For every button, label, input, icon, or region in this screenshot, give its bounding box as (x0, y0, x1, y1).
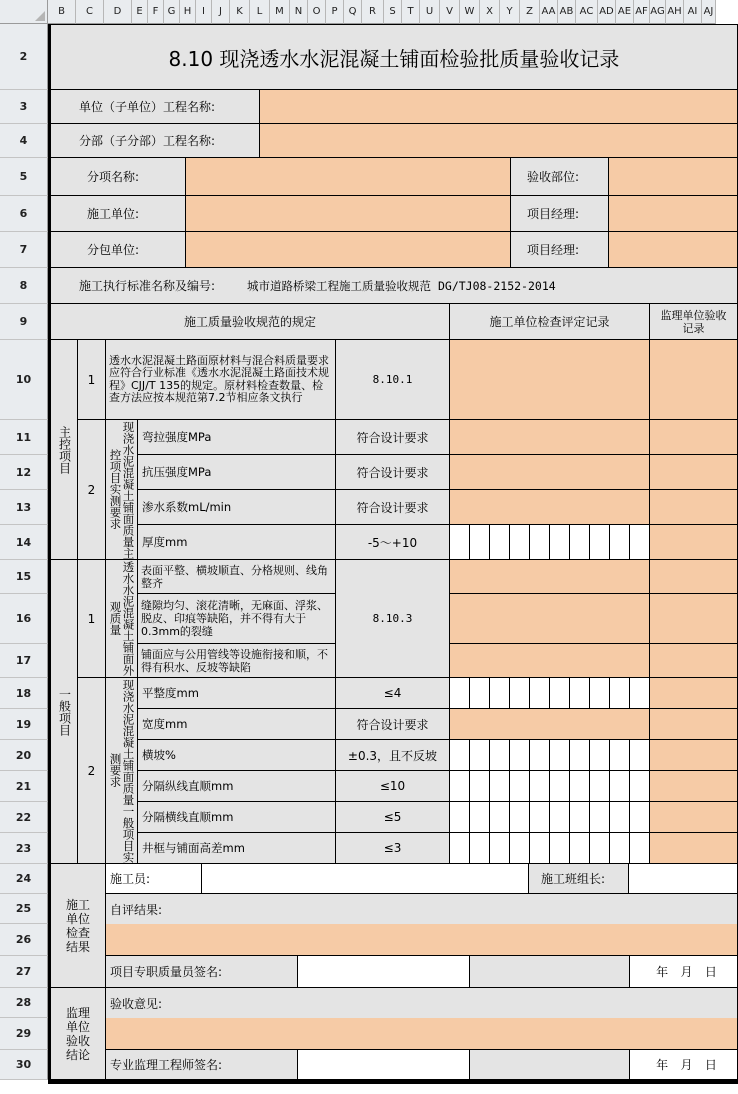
row-header-29[interactable]: 29 (0, 1018, 48, 1050)
column-header-e[interactable]: E (132, 0, 148, 24)
sub-division-label: 分部（子分部）工程名称: (48, 124, 260, 158)
main-row-2-name: 抗压强度MPa (138, 455, 336, 490)
general-row-3-measure-cell[interactable] (470, 740, 490, 771)
main-row-4-req: -5～+10 (336, 525, 450, 560)
general-row-4-measure-cell[interactable] (630, 771, 650, 802)
general-row-3-measure-cell[interactable] (450, 740, 470, 771)
sub-item-input[interactable] (186, 158, 511, 196)
main-item2-no: 2 (78, 420, 106, 560)
row-header-16[interactable]: 16 (0, 594, 48, 644)
column-header-i[interactable]: I (196, 0, 212, 24)
row-header-2[interactable]: 2 (0, 24, 48, 90)
general-group (48, 560, 78, 864)
column-header-aj[interactable]: AJ (702, 0, 716, 24)
general-row-1-measure-cell[interactable] (470, 678, 490, 709)
self-eval-input[interactable] (106, 924, 738, 956)
supervision-result-group (48, 988, 106, 1080)
general-row-3-name: 横坡% (138, 740, 336, 771)
main-row-3-check[interactable] (450, 490, 650, 525)
main-row-1-check[interactable] (450, 420, 650, 455)
column-header-u[interactable]: U (420, 0, 440, 24)
column-header-b[interactable]: B (48, 0, 76, 24)
general-row-1-name: 平整度mm (138, 678, 336, 709)
general-row-5-measure-cell[interactable] (470, 802, 490, 833)
main-control-group (48, 340, 78, 560)
main-row-4-measure-cell[interactable] (550, 525, 570, 560)
column-header-ah[interactable]: AH (666, 0, 684, 24)
column-header-v[interactable]: V (440, 0, 460, 24)
general-item1-row2-text: 缝隙均匀、滚花清晰，无麻面、浮浆、脱皮、印痕等缺陷，并不得有大于0.3mm的裂缝 (138, 594, 336, 644)
eng-day: 日 (704, 1058, 717, 1072)
accept-part-input[interactable] (609, 158, 738, 196)
general-row-4-measure-cell[interactable] (610, 771, 630, 802)
general-item1-label-cell (106, 560, 138, 678)
column-header-y[interactable]: Y (500, 0, 520, 24)
column-header-x[interactable]: X (480, 0, 500, 24)
general-row-6-req: ≤3 (336, 833, 450, 864)
main-row-1-name: 弯拉强度MPa (138, 420, 336, 455)
sub-division-input[interactable] (260, 124, 738, 158)
main-row-3-name: 渗水系数mL/min (138, 490, 336, 525)
qc-date[interactable] (630, 956, 738, 988)
general-row-3-measure-cell[interactable] (590, 740, 610, 771)
column-header-h[interactable]: H (180, 0, 196, 24)
general-row-2-name: 宽度mm (138, 709, 336, 740)
column-header-t[interactable]: T (402, 0, 420, 24)
main-row-4-measure-cell[interactable] (610, 525, 630, 560)
main-row-1-supervisor[interactable] (650, 420, 738, 455)
construction-result-label: 施工单位检查结果 (65, 897, 90, 954)
standard-label: 施工执行标准名称及编号: (79, 279, 216, 293)
general-row-4-req: ≤10 (336, 771, 450, 802)
engineer-sign-spacer (470, 1050, 630, 1080)
main-row-3-req: 符合设计要求 (336, 490, 450, 525)
main-row-4-measure-cell[interactable] (530, 525, 550, 560)
row-header-21[interactable]: 21 (0, 771, 48, 802)
opinion-label: 验收意见: (106, 988, 738, 1018)
select-all-triangle-icon (35, 11, 45, 21)
column-header-d[interactable]: D (104, 0, 132, 24)
row-header-25[interactable]: 25 (0, 894, 48, 924)
general-item1-row1-text: 表面平整、横坡顺直、分格规则、线角整齐 (138, 560, 336, 594)
standard-row (48, 268, 738, 304)
general-row-4-measure-cell[interactable] (550, 771, 570, 802)
row-header-10[interactable]: 10 (0, 340, 48, 420)
general-item2-no: 2 (78, 678, 106, 864)
general-row-5-measure-cell[interactable] (450, 802, 470, 833)
main-row-3-supervisor[interactable] (650, 490, 738, 525)
general-row-6-measure-cell[interactable] (590, 833, 610, 864)
general-row-6-measure-cell[interactable] (470, 833, 490, 864)
general-row-6-measure-cell[interactable] (510, 833, 530, 864)
team-leader-label: 施工班组长: (529, 864, 629, 894)
column-header-ag[interactable]: AG (650, 0, 666, 24)
general-row-1-measure-cell[interactable] (530, 678, 550, 709)
general-row-4-measure-cell[interactable] (590, 771, 610, 802)
main-row-2-check[interactable] (450, 455, 650, 490)
main-row-4-measure-cell[interactable] (470, 525, 490, 560)
main-item2-label-cell (106, 420, 138, 560)
row-header-14[interactable]: 14 (0, 525, 48, 560)
bottom-border (48, 1080, 738, 1084)
opinion-input[interactable] (106, 1018, 738, 1050)
pm-input[interactable] (609, 196, 738, 232)
column-header-f[interactable]: F (148, 0, 164, 24)
general-row-3-req: ±0.3，且不反坡 (336, 740, 450, 771)
general-row-1-measure-cell[interactable] (550, 678, 570, 709)
main-item1-check-input[interactable] (450, 340, 650, 420)
general-row-4-measure-cell[interactable] (470, 771, 490, 802)
column-header-n[interactable]: N (290, 0, 308, 24)
spec-header: 施工质量验收规范的规定 (48, 304, 450, 340)
general-item2-label: 现浇水泥混凝土铺面质量一般项目实测要求 (108, 678, 136, 863)
general-item1-row3-supervisor[interactable] (650, 644, 738, 678)
eng-year: 年 (656, 1058, 669, 1072)
row-header-23[interactable]: 23 (0, 833, 48, 864)
main-item1-text: 透水水泥混凝土路面原材料与混合料质量要求应符合行业标准《透水水泥混凝土路面技术规程》CJJ/T 135的规定。原材料检查数量、检查方法应按本规范第7.2节相应条文执行 (106, 340, 336, 420)
unit-project-label: 单位（子单位）工程名称: (48, 90, 260, 124)
qc-year: 年 (656, 965, 669, 979)
row-header-13[interactable]: 13 (0, 490, 48, 525)
row-header-7[interactable]: 7 (0, 232, 48, 268)
general-row-5-measure-cell[interactable] (630, 802, 650, 833)
worker-input[interactable] (202, 864, 529, 894)
column-header-q[interactable]: Q (344, 0, 362, 24)
general-item1-row3-text: 铺面应与公用管线等设施衔接和顺，不得有积水、反坡等缺陷 (138, 644, 336, 678)
column-header-j[interactable]: J (212, 0, 230, 24)
general-item1-row1-check[interactable] (450, 560, 650, 594)
general-row-6-supervisor[interactable] (650, 833, 738, 864)
general-row-6-measure-cell[interactable] (630, 833, 650, 864)
pm-input-2[interactable] (609, 232, 738, 268)
general-item1-clause: 8.10.3 (336, 560, 450, 678)
column-header-s[interactable]: S (384, 0, 402, 24)
constructor-input[interactable] (186, 196, 511, 232)
general-item2-label-cell (106, 678, 138, 864)
qc-day: 日 (704, 965, 717, 979)
pm-label-2: 项目经理: (511, 232, 609, 268)
general-item1-no: 1 (78, 560, 106, 678)
eng-month: 月 (680, 1058, 693, 1072)
general-row-1-measure-cell[interactable] (490, 678, 510, 709)
row-header-12[interactable]: 12 (0, 455, 48, 490)
column-header-ac[interactable]: AC (576, 0, 598, 24)
general-row-5-measure-cell[interactable] (610, 802, 630, 833)
row-header-18[interactable]: 18 (0, 678, 48, 709)
general-row-1-measure-cell[interactable] (570, 678, 590, 709)
accept-part-label: 验收部位: (511, 158, 609, 196)
general-item1-row1-supervisor[interactable] (650, 560, 738, 594)
column-header-w[interactable]: W (460, 0, 480, 24)
row-header-20[interactable]: 20 (0, 740, 48, 771)
column-header-ad[interactable]: AD (598, 0, 616, 24)
general-row-2-req: 符合设计要求 (336, 709, 450, 740)
general-row-6-measure-cell[interactable] (530, 833, 550, 864)
general-row-6-measure-cell[interactable] (450, 833, 470, 864)
general-row-5-measure-cell[interactable] (490, 802, 510, 833)
main-item1-no: 1 (78, 340, 106, 420)
general-row-6-measure-cell[interactable] (490, 833, 510, 864)
general-row-4-measure-cell[interactable] (530, 771, 550, 802)
general-row-5-measure-cell[interactable] (530, 802, 550, 833)
general-row-5-supervisor[interactable] (650, 802, 738, 833)
general-row-1-measure-cell[interactable] (510, 678, 530, 709)
row-header-3[interactable]: 3 (0, 90, 48, 124)
subcontractor-label: 分包单位: (48, 232, 186, 268)
qc-sign-spacer (470, 956, 630, 988)
general-row-1-measure-cell[interactable] (590, 678, 610, 709)
general-row-1-measure-cell[interactable] (630, 678, 650, 709)
row-header-30[interactable]: 30 (0, 1050, 48, 1080)
engineer-date[interactable] (630, 1050, 738, 1080)
general-row-3-measure-cell[interactable] (630, 740, 650, 771)
general-row-5-name: 分隔横线直顺mm (138, 802, 336, 833)
row-header-26[interactable]: 26 (0, 924, 48, 956)
unit-project-input[interactable] (260, 90, 738, 124)
row-header-8[interactable]: 8 (0, 268, 48, 304)
main-row-4-measure-cell[interactable] (450, 525, 470, 560)
main-row-2-supervisor[interactable] (650, 455, 738, 490)
pm-label: 项目经理: (511, 196, 609, 232)
main-row-4-measure-cell[interactable] (590, 525, 610, 560)
general-row-4-measure-cell[interactable] (450, 771, 470, 802)
supervisor-header: 监理单位验收记录 (650, 304, 738, 340)
general-row-4-measure-cell[interactable] (510, 771, 530, 802)
row-header-27[interactable]: 27 (0, 956, 48, 988)
column-header-ae[interactable]: AE (616, 0, 634, 24)
main-row-4-measure-cell[interactable] (490, 525, 510, 560)
team-leader-input[interactable] (629, 864, 738, 894)
general-row-5-req: ≤5 (336, 802, 450, 833)
construction-result-group (48, 864, 106, 988)
column-header-c[interactable]: C (76, 0, 104, 24)
general-row-5-measure-cell[interactable] (590, 802, 610, 833)
row-header-5[interactable]: 5 (0, 158, 48, 196)
column-header-l[interactable]: L (250, 0, 270, 24)
general-row-1-req: ≤4 (336, 678, 450, 709)
general-row-1-measure-cell[interactable] (450, 678, 470, 709)
main-item1-supervisor-input[interactable] (650, 340, 738, 420)
general-row-2-check[interactable] (450, 709, 650, 740)
row-header-24[interactable]: 24 (0, 864, 48, 894)
general-row-4-measure-cell[interactable] (490, 771, 510, 802)
general-row-3-measure-cell[interactable] (550, 740, 570, 771)
supervision-result-label: 监理单位验收结论 (65, 1005, 90, 1062)
general-row-6-measure-cell[interactable] (570, 833, 590, 864)
general-row-4-name: 分隔纵线直顺mm (138, 771, 336, 802)
general-row-4-supervisor[interactable] (650, 771, 738, 802)
general-row-3-measure-cell[interactable] (490, 740, 510, 771)
row-header-15[interactable]: 15 (0, 560, 48, 594)
column-header-z[interactable]: Z (520, 0, 540, 24)
row-header-9[interactable]: 9 (0, 304, 48, 340)
row-header-17[interactable]: 17 (0, 644, 48, 678)
row-header-6[interactable]: 6 (0, 196, 48, 232)
general-row-5-measure-cell[interactable] (510, 802, 530, 833)
engineer-sign-input[interactable] (298, 1050, 470, 1080)
column-header-r[interactable]: R (362, 0, 384, 24)
general-item1-row3-check[interactable] (450, 644, 650, 678)
column-header-af[interactable]: AF (634, 0, 650, 24)
general-row-5-measure-cell[interactable] (550, 802, 570, 833)
general-item1-row2-check[interactable] (450, 594, 650, 644)
general-row-1-measure-cell[interactable] (610, 678, 630, 709)
column-header-o[interactable]: O (308, 0, 326, 24)
main-row-2-req: 符合设计要求 (336, 455, 450, 490)
select-all-corner[interactable] (0, 0, 48, 24)
column-header-p[interactable]: P (326, 0, 344, 24)
row-header-11[interactable]: 11 (0, 420, 48, 455)
main-item2-label: 现浇水泥混凝土铺面质量主控项目实测要求 (108, 420, 136, 559)
general-row-3-measure-cell[interactable] (610, 740, 630, 771)
page-title: 8.10 现浇透水水泥混凝土铺面检验批质量验收记录 (48, 24, 738, 90)
row-header-28[interactable]: 28 (0, 988, 48, 1018)
sub-item-label: 分项名称: (48, 158, 186, 196)
general-row-3-measure-cell[interactable] (570, 740, 590, 771)
general-row-3-supervisor[interactable] (650, 740, 738, 771)
main-row-4-measure-cell[interactable] (510, 525, 530, 560)
row-header-19[interactable]: 19 (0, 709, 48, 740)
main-row-4-supervisor[interactable] (650, 525, 738, 560)
column-header-aa[interactable]: AA (540, 0, 558, 24)
worker-label: 施工员: (106, 864, 202, 894)
engineer-sign-label: 专业监理工程师签名: (106, 1050, 298, 1080)
main-item1-clause: 8.10.1 (336, 340, 450, 420)
main-row-4-measure-cell[interactable] (630, 525, 650, 560)
qc-sign-label: 项目专职质量员签名: (106, 956, 298, 988)
row-header-4[interactable]: 4 (0, 124, 48, 158)
column-header-m[interactable]: M (270, 0, 290, 24)
general-row-3-measure-cell[interactable] (510, 740, 530, 771)
column-header-g[interactable]: G (164, 0, 180, 24)
qc-sign-input[interactable] (298, 956, 470, 988)
constructor-check-header: 施工单位检查评定记录 (450, 304, 650, 340)
general-row-6-name: 井框与铺面高差mm (138, 833, 336, 864)
constructor-label: 施工单位: (48, 196, 186, 232)
main-row-4-measure-cell[interactable] (570, 525, 590, 560)
qc-month: 月 (680, 965, 693, 979)
general-row-5-measure-cell[interactable] (570, 802, 590, 833)
column-header-ai[interactable]: AI (684, 0, 702, 24)
general-row-6-measure-cell[interactable] (550, 833, 570, 864)
main-row-1-req: 符合设计要求 (336, 420, 450, 455)
column-header-k[interactable]: K (230, 0, 250, 24)
row-header-22[interactable]: 22 (0, 802, 48, 833)
general-row-6-measure-cell[interactable] (610, 833, 630, 864)
general-row-4-measure-cell[interactable] (570, 771, 590, 802)
subcontractor-input[interactable] (186, 232, 511, 268)
standard-value: 城市道路桥梁工程施工质量验收规范 DG/TJ08-2152-2014 (247, 278, 556, 293)
general-label: 一般项目 (57, 687, 72, 736)
general-row-3-measure-cell[interactable] (530, 740, 550, 771)
column-header-ab[interactable]: AB (558, 0, 576, 24)
main-control-label: 主控项目 (57, 425, 72, 474)
general-item1-row2-supervisor[interactable] (650, 594, 738, 644)
general-row-1-supervisor[interactable] (650, 678, 738, 709)
self-eval-label: 自评结果: (106, 894, 738, 924)
general-item1-label: 透水水泥混凝土铺面外观质量 (108, 561, 136, 676)
general-row-2-supervisor[interactable] (650, 709, 738, 740)
main-row-4-name: 厚度mm (138, 525, 336, 560)
